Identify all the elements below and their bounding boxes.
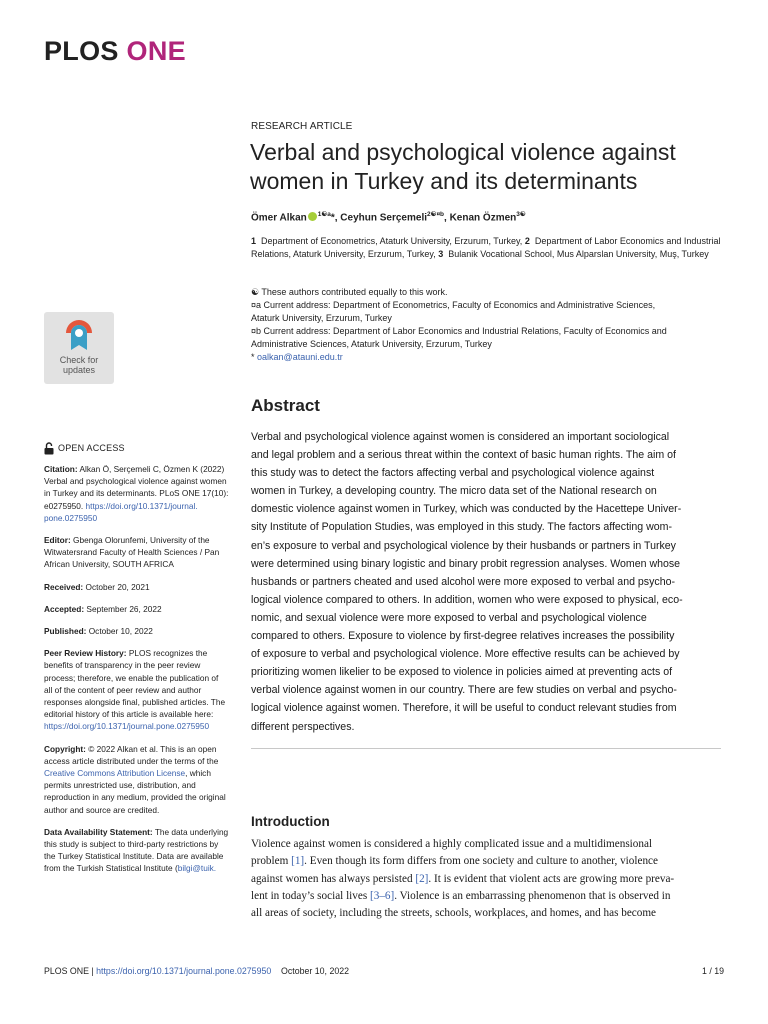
intro-text: against women has always persisted	[251, 872, 416, 885]
copyright-text: reproduction in any medium, provided the original	[44, 792, 226, 803]
corresponding-email-row	[251, 351, 731, 364]
crossmark-icon	[64, 318, 94, 352]
copyright-label: Copyright:	[44, 743, 86, 754]
check-for-updates-badge[interactable]	[44, 312, 114, 384]
open-access-text: OPEN ACCESS	[58, 443, 125, 454]
corresponding-email-link[interactable]: oalkan@atauni.edu.tr	[257, 352, 343, 362]
logo-plos: PLOS	[44, 36, 119, 66]
affil-num-3: 3	[438, 249, 444, 259]
corresponding-star: *	[330, 212, 335, 224]
abstract-text	[251, 428, 725, 736]
author-3[interactable]: , Kenan Özmen	[444, 212, 517, 224]
affiliations	[251, 235, 731, 261]
open-access-label	[44, 442, 244, 455]
author-notes	[251, 286, 731, 364]
editor-text: African University, SOUTH AFRICA	[44, 559, 174, 570]
abstract-line: en’s exposure to verbal and psychological violence by their husbands or partners in Turkey	[251, 539, 676, 552]
citation-text: in Turkey and its determinants. PLoS ONE 17(10):	[44, 488, 229, 499]
badge-label-1: Check for	[59, 355, 99, 365]
page-footer	[44, 966, 724, 976]
published-date	[44, 625, 244, 637]
intro-text: lent in today’s social lives	[251, 889, 371, 902]
citation-block	[44, 463, 244, 524]
orcid-icon[interactable]	[308, 212, 317, 221]
author-1[interactable]: Ömer Alkan	[251, 212, 307, 224]
data-availability-text: from the Turkish Statistical Institute (	[44, 863, 178, 874]
peer-review-label: Peer Review History:	[44, 648, 127, 659]
peer-review-text: benefits of transparency in the peer review	[44, 660, 201, 671]
abstract-line: domestic violence against women in Turkey, which was conducted by the Hacettepe Univer-	[251, 503, 682, 516]
current-address-b-2: Administrative Sciences, Ataturk University, Erzurum, Turkey	[251, 339, 492, 349]
peer-review-text: responses alongside final, published articles. The	[44, 697, 226, 708]
intro-text: problem	[251, 855, 292, 868]
citation-label: Citation:	[44, 464, 78, 474]
page-number: 1 / 19	[701, 966, 724, 976]
title-line-1: Verbal and psychological violence against	[250, 139, 676, 165]
footer-journal: PLOS ONE |	[44, 966, 97, 976]
editor-text: Gbenga Olorunfemi, University of the	[70, 535, 210, 546]
peer-review-link[interactable]: https://doi.org/10.1371/journal.pone.0275950	[44, 721, 210, 732]
author-3-sup: 3☯	[516, 211, 526, 218]
accepted-date	[44, 603, 244, 615]
abstract-line: logical violence compared to others. In addition, women who were exposed to physical, eco-	[251, 593, 683, 606]
data-availability-text: the Turkey Statistical Institute. Data are available	[44, 851, 224, 862]
abstract-line: nomic, and sexual violence were more exposed to verbal and psychological violence	[251, 611, 647, 624]
peer-review-text: editorial history of this article is available here:	[44, 709, 214, 720]
article-title	[250, 138, 730, 196]
current-address-a-1: ¤a Current address: Department of Econometrics, Faculty of Economics and Administrative Sciences,	[251, 300, 656, 310]
editor-text: Witwatersrand Faculty of Health Sciences / Pan	[44, 547, 220, 558]
introduction-text	[251, 836, 725, 922]
citation-doi-link[interactable]: pone.0275950	[44, 512, 98, 523]
abstract-line: Verbal and psychological violence against women is considered an important sociological	[251, 431, 670, 443]
data-availability-text: this study is subject to third-party restrictions by	[44, 839, 219, 850]
data-contact-link[interactable]: bilgi@tuik.	[177, 863, 217, 874]
open-lock-icon	[44, 442, 54, 455]
copyright-text: permits unrestricted use, distribution, and	[44, 780, 196, 791]
intro-text: . Violence is an embarrassing phenomenon that is observed in	[394, 889, 671, 902]
published-value: October 10, 2022	[86, 626, 153, 637]
equal-contribution-note: ☯ These authors contributed equally to this work.	[251, 287, 448, 297]
abstract-line: were determined using binary logistic and binary probit regression analyses. Women whose	[251, 557, 681, 570]
received-label: Received:	[44, 581, 84, 592]
badge-label	[60, 355, 99, 375]
article-type: RESEARCH ARTICLE	[251, 121, 353, 132]
peer-review-text: PLOS recognizes the	[126, 648, 208, 659]
received-date	[44, 581, 244, 593]
author-2[interactable]: , Ceyhun Serçemeli	[334, 212, 427, 224]
title-line-2: women in Turkey and its determinants	[250, 168, 638, 194]
article-sidebar	[44, 442, 244, 885]
peer-review-text: all of the content of peer review and author	[44, 684, 202, 695]
abstract-line: sity Institute of Population Studies, was employed in this study. The factors affecting wom-	[251, 521, 673, 534]
published-label: Published:	[44, 626, 87, 637]
data-availability-block	[44, 826, 244, 875]
reference-link[interactable]: [1]	[291, 855, 305, 868]
affil-num-2: 2	[524, 236, 530, 246]
citation-doi-link[interactable]: https://doi.org/10.1371/journal.	[85, 500, 198, 511]
intro-text: . It is evident that violent acts are growing more preva-	[428, 872, 675, 885]
copyright-text: © 2022 Alkan et al. This is an open	[85, 743, 217, 754]
reference-link[interactable]: [2]	[415, 872, 429, 885]
corr-star: *	[251, 352, 255, 362]
abstract-line: different perspectives.	[251, 720, 355, 733]
intro-line: all areas of society, including the streets, schools, workplaces, and homes, and has become	[251, 907, 657, 920]
intro-line	[251, 853, 725, 870]
abstract-line: verbal violence against women in our country. There are few studies on verbal and psycho-	[251, 684, 677, 697]
footer-doi-link[interactable]: https://doi.org/10.1371/journal.pone.0275950	[96, 966, 272, 976]
author-2-sup: 2☯¤b	[427, 211, 445, 218]
logo-one: ONE	[126, 36, 186, 66]
copyright-text: author and source are credited.	[44, 804, 160, 815]
peer-review-block	[44, 647, 244, 732]
intro-line	[251, 888, 725, 905]
data-availability-label: Data Availability Statement:	[44, 826, 153, 837]
peer-review-text: process; therefore, we enable the publication of	[44, 672, 219, 683]
author-list	[251, 210, 526, 223]
introduction-heading: Introduction	[251, 814, 330, 829]
abstract-line: husbands or partners cheated and used alcohol were more exposed to verbal and psycho-	[251, 575, 676, 588]
abstract-divider	[251, 748, 721, 749]
abstract-line: prioritizing women likelier to be exposed to violence in policies aimed at preventing acts of	[251, 666, 673, 679]
abstract-line: compared to others. Exposure to violence by first-degree relatives increases the possibility	[251, 630, 675, 643]
abstract-line: this study was to detect the factors affecting verbal and psychological violence against	[251, 467, 655, 480]
abstract-line: women in Turkey, a developing country. The micro data set of the National research on	[251, 485, 657, 498]
author-1-sup: 1☯a	[317, 211, 331, 218]
affiliation-1: Department of Econometrics, Ataturk University, Erzurum, Turkey,	[261, 236, 523, 246]
current-address-a-2: Ataturk University, Erzurum, Turkey	[251, 313, 392, 323]
license-link[interactable]: Creative Commons Attribution License	[44, 768, 186, 779]
current-address-b-1: ¤b Current address: Department of Labor Economics and Industrial Relations, Faculty of Economics and	[251, 326, 667, 336]
copyright-block	[44, 743, 244, 816]
received-value: October 20, 2021	[83, 581, 150, 592]
abstract-line: and legal problem and a serious threat within the context of basic human rights. The aim of	[251, 449, 676, 462]
intro-line	[251, 871, 725, 888]
footer-date: October 10, 2022	[271, 966, 350, 976]
abstract-heading: Abstract	[251, 396, 320, 415]
intro-text: . Even though its form differs from one society and culture to another, violence	[304, 855, 658, 868]
journal-logo[interactable]	[44, 36, 186, 67]
citation-text: e0275950.	[44, 500, 86, 511]
data-availability-text: The data underlying	[152, 826, 229, 837]
abstract-line: of exposure to verbal and psychological violence. More effective results can be achieved by	[251, 648, 680, 661]
abstract-line: logical violence against women. Therefore, it will be useful to conduct relevant studies from	[251, 702, 677, 715]
copyright-text: , which	[185, 768, 211, 779]
affiliation-2: Department of Labor Economics and Industrial Relations, Ataturk University, Erzurum, Turkey,	[251, 236, 721, 259]
citation-text: Alkan Ö, Serçemeli C, Özmen K (2022)	[77, 464, 225, 474]
editor-block	[44, 534, 244, 571]
intro-line: Violence against women is considered a highly complicated issue and a multidimensional	[251, 838, 653, 850]
citation-text: Verbal and psychological violence against women	[44, 476, 227, 487]
accepted-value: September 26, 2022	[84, 603, 162, 614]
badge-label-2: updates	[62, 365, 95, 375]
affiliation-3: Bulanik Vocational School, Mus Alparslan University, Muş, Turkey	[448, 249, 709, 259]
copyright-text: access article distributed under the terms of the	[44, 755, 219, 766]
editor-label: Editor:	[44, 535, 71, 546]
affil-num-1: 1	[251, 236, 257, 246]
reference-link[interactable]: [3–6]	[370, 889, 395, 902]
accepted-label: Accepted:	[44, 603, 85, 614]
